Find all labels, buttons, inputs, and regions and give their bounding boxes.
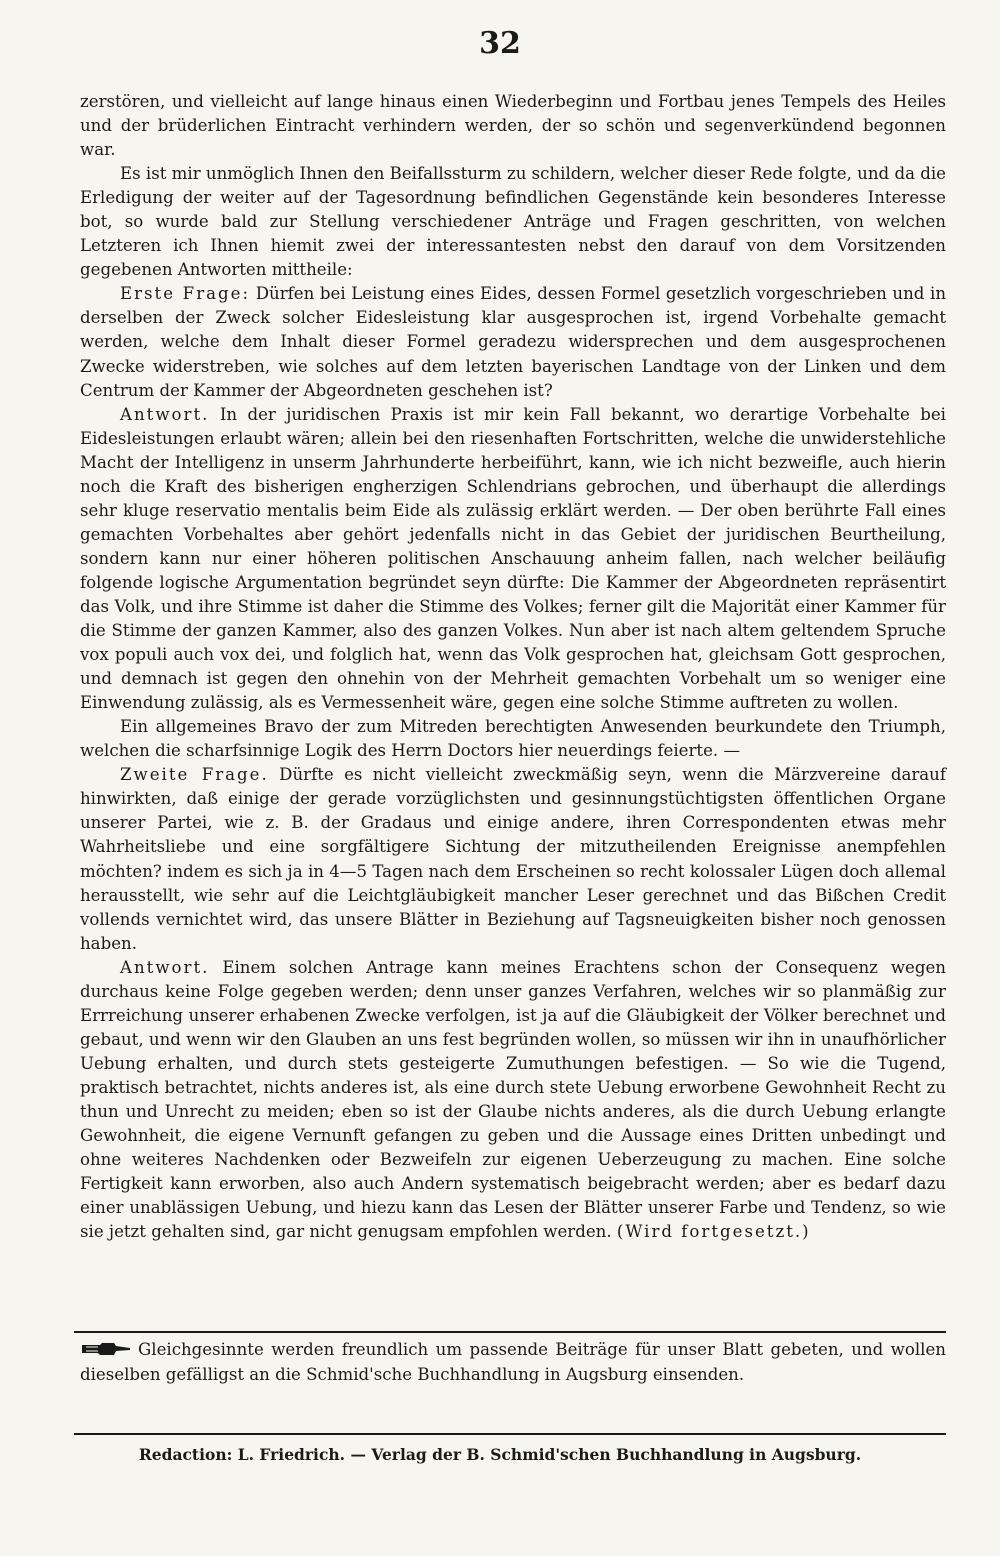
question-1-paragraph	[80, 282, 946, 402]
paragraph-1: zerstören, und vielleicht auf lange hinaus einen Wiederbeginn und Fortbau jenes Tempels des Heiles und der brüderlichen Eintracht verhindern werden, der so schön und segenverkündend begonnen war.	[80, 92, 946, 160]
pointing-hand-icon	[80, 1340, 132, 1356]
question-2-text: Dürfte es nicht vielleicht zweckmäßig seyn, wenn die Märzvereine darauf hinwirkten, daß einige der gerade vorzüglichsten und gesinnungstüchtigsten öffentlichen Organe unserer Partei, wie z. B. der Gradaus und einige andere, ihren Correspondenten etwas mehr Wahrheitsliebe und eine sorgfältigere Sichtung der mitzutheilenden Ereignisse anempfehlen möchten? indem es sich ja in 4—5 Tagen nach dem Erscheinen so recht kolossaler Lügen doch allemal herausstellt, wie sehr auf die Leichtgläubigkeit mancher Leser gerechnet und das Bißchen Credit vollends vernichtet wird, das unsere Blätter in Beziehung auf Tagsneuigkeiten bisher noch genossen haben.	[80, 765, 946, 953]
answer-1-paragraph	[80, 403, 946, 716]
question-1-text: Dürfen bei Leistung eines Eides, dessen Formel gesetzlich vorgeschrieben und in derselben der Zweck solcher Eidesleistung klar ausgesprochen ist, irgend Vorbehalte gemacht werden, welche dem Inhalt dieser Formel geradezu widersprechen und dem ausgesprochenen Zwecke widerstreben, wie solches auf dem letzten bayerischen Landtage von der Linken und dem Centrum der Kammer der Abgeordneten geschehen ist?	[80, 284, 947, 400]
question-2-label: Zweite Frage.	[120, 765, 269, 785]
answer-1-label: Antwort.	[120, 404, 210, 424]
notice-text: Gleichgesinnte werden freundlich um passende Beiträge für unser Blatt gebeten, und wollen dieselben gefälligst an die Schmid'sche Buchhandlung in Augsburg einsenden.	[80, 1340, 946, 1384]
imprint-footer: Redaction: L. Friedrich. — Verlag der B. Schmid'schen Buchhandlung in Augsburg.	[138, 1445, 862, 1464]
notice-paragraph	[80, 1338, 946, 1387]
question-2-paragraph	[80, 763, 946, 955]
answer-2-paragraph	[80, 956, 946, 1245]
divider-bottom	[74, 1433, 946, 1435]
answer-1-text: In der juridischen Praxis ist mir kein Fall bekannt, wo derartige Vorbehalte bei Eidesleistungen erlaubt wären; allein bei den riesenhaften Fortschritten, welche die unwiderstehliche Macht der Intelligenz in unserm Jahrhunderte herbeiführt, kann, wie ich nicht bezweifle, auch hierin noch die Kraft des bisherigen engherzigen Schlendrians gebrochen, und überhaupt die allerdings sehr kluge reservatio mentalis beim Eide als zulässig erklärt werden. — Der oben berührte Fall eines gemachten Vorbehaltes aber gehört jedenfalls nicht in das Gebiet der juridischen Beurtheilung, sondern kann nur einer höheren politischen Anschauung anheim fallen, nach welcher beiläufig folgende logische Argumentation begründet seyn dürfte: Die Kammer der Abgeordneten repräsentirt das Volk, und ihre Stimme ist daher die Stimme des Volkes; ferner gilt die Majorität einer Kammer für die Stimme der ganzen Kammer, also des ganzen Volkes. Nun aber ist nach altem geltendem Spruche vox populi auch vox dei, und folglich hat, wenn das Volk gesprochen hat, gleichsam Gott gesprochen, und demnach ist gegen den ohnehin von der Mehrheit gemachten Vorbehalt um so weniger eine Einwendung zulässig, als es Vermessenheit wäre, gegen eine solche Stimme auftreten zu wollen.	[80, 404, 946, 713]
paragraph-2: Es ist mir unmöglich Ihnen den Beifallssturm zu schildern, welcher dieser Rede folgte, und da die Erledigung der weiter auf der Tagesordnung befindlichen Gegenstände kein besonderes Interesse bot, so wurde bald zur Stellung verschiedener Anträge und Fragen geschritten, von welchen Letzteren ich Ihnen hiemit zwei der interessantesten nebst den darauf von dem Vorsitzenden gegebenen Antworten mittheile:	[80, 164, 946, 280]
question-1-label: Erste Frage:	[120, 284, 251, 304]
continued-note: (Wird fortgesetzt.)	[616, 1222, 811, 1242]
answer-2-label: Antwort.	[120, 957, 210, 977]
notice	[80, 1338, 946, 1387]
answer-2-text: Einem solchen Antrage kann meines Erachtens schon der Consequenz wegen durchaus keine Folge gegeben werden; denn unser ganzes Verfahren, welches wir so planmäßig zur Errreichung unserer erhabenen Zwecke verfolgen, ist ja auf die Gläubigkeit der Völker berechnet und gebaut, und wenn wir den Glauben an uns fest begründen wollen, so müssen wir ihn in unaufhörlicher Uebung erhalten, und durch stets gesteigerte Zumuthungen befestigen. — So wie die Tugend, praktisch betrachtet, nichts anderes ist, als eine durch stete Uebung erworbene Gewohnheit Recht zu thun und Unrecht zu meiden; eben so ist der Glaube nichts anderes, als die durch Uebung erlangte Gewohnheit, die eigene Vernunft gefangen zu geben und die Aussage eines Dritten unbedingt und ohne weiteres Nachdenken oder Bezweifeln zur eigenen Ueberzeugung zu machen. Eine solche Fertigkeit kann erworben, also auch Andern systematisch beigebracht werden; aber es bedarf dazu einer unablässigen Uebung, und hiezu kann das Lesen der Blätter unserer Farbe und Tendenz, so wie sie jetzt gehalten sind, gar nicht genugsam empfohlen werden.	[80, 957, 946, 1242]
page-number: 32	[479, 26, 521, 61]
divider-top	[74, 1331, 946, 1333]
article-body	[80, 90, 946, 1244]
paragraph-applause: Ein allgemeines Bravo der zum Mitreden berechtigten Anwesenden beurkundete den Triumph, welchen die scharfsinnige Logik des Herrn Doctors hier neuerdings feierte. —	[80, 717, 946, 761]
